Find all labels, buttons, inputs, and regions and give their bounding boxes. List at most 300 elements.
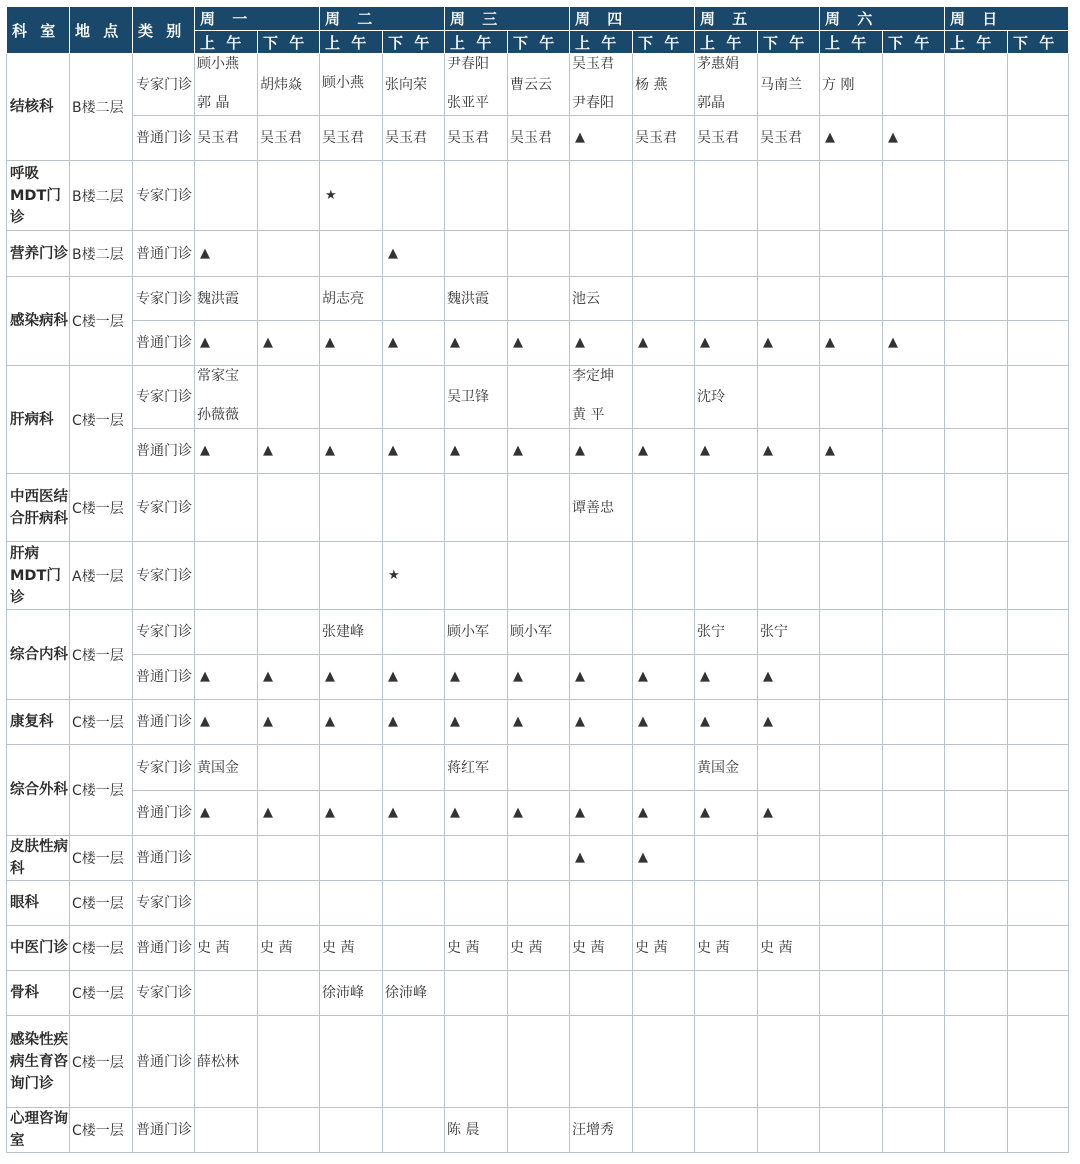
schedule-cell bbox=[1008, 366, 1069, 429]
header-wed-am: 上 午 bbox=[445, 31, 508, 54]
schedule-cell bbox=[445, 1108, 508, 1153]
schedule-cell bbox=[570, 277, 633, 321]
schedule-cell bbox=[695, 542, 758, 610]
schedule-cell bbox=[883, 321, 945, 366]
schedule-cell bbox=[633, 836, 695, 881]
schedule-cell bbox=[820, 610, 883, 655]
schedule-cell bbox=[758, 1016, 820, 1108]
dept-location: C楼一层 bbox=[70, 277, 133, 366]
dept-name: 综合外科 bbox=[7, 745, 70, 836]
schedule-cell bbox=[758, 277, 820, 321]
schedule-cell bbox=[820, 231, 883, 277]
schedule-cell bbox=[820, 881, 883, 926]
schedule-cell bbox=[258, 1108, 320, 1153]
doctor-name: 蒋红军 bbox=[447, 759, 489, 776]
schedule-cell bbox=[1008, 277, 1069, 321]
schedule-cell bbox=[1008, 836, 1069, 881]
general-clinic-mark: ▲ bbox=[763, 669, 773, 684]
general-clinic-mark: ▲ bbox=[263, 443, 273, 458]
schedule-cell bbox=[1008, 1108, 1069, 1153]
schedule-cell bbox=[320, 277, 383, 321]
schedule-cell bbox=[758, 926, 820, 971]
schedule-cell bbox=[633, 700, 695, 745]
schedule-cell bbox=[445, 700, 508, 745]
schedule-cell bbox=[883, 161, 945, 231]
schedule-cell bbox=[508, 429, 570, 474]
schedule-cell bbox=[1008, 54, 1069, 116]
schedule-cell bbox=[383, 161, 445, 231]
dept-name: 骨科 bbox=[7, 971, 70, 1016]
schedule-cell bbox=[195, 926, 258, 971]
clinic-category: 专家门诊 bbox=[133, 542, 195, 610]
general-clinic-mark: ▲ bbox=[263, 805, 273, 820]
schedule-cell bbox=[633, 881, 695, 926]
schedule-cell bbox=[758, 54, 820, 116]
schedule-cell bbox=[195, 231, 258, 277]
schedule-cell bbox=[570, 54, 633, 116]
general-clinic-mark: ▲ bbox=[763, 443, 773, 458]
schedule-cell bbox=[445, 926, 508, 971]
schedule-cell bbox=[570, 836, 633, 881]
schedule-cell bbox=[508, 700, 570, 745]
schedule-cell bbox=[695, 1016, 758, 1108]
general-clinic-mark: ▲ bbox=[825, 130, 835, 145]
schedule-cell bbox=[258, 745, 320, 791]
schedule-cell bbox=[945, 366, 1008, 429]
doctor-name: 史 茜 bbox=[260, 940, 293, 956]
header-tue-am: 上 午 bbox=[320, 31, 383, 54]
schedule-cell bbox=[945, 429, 1008, 474]
schedule-cell bbox=[508, 54, 570, 116]
general-clinic-mark: ▲ bbox=[763, 714, 773, 729]
general-clinic-mark: ▲ bbox=[513, 335, 523, 350]
schedule-cell bbox=[1008, 474, 1069, 542]
general-clinic-mark: ▲ bbox=[825, 443, 835, 458]
dept-name: 中医门诊 bbox=[7, 926, 70, 971]
schedule-cell bbox=[508, 836, 570, 881]
schedule-cell bbox=[695, 429, 758, 474]
schedule-cell bbox=[758, 1108, 820, 1153]
schedule-cell bbox=[945, 54, 1008, 116]
schedule-cell bbox=[633, 161, 695, 231]
schedule-cell bbox=[508, 881, 570, 926]
mdt-clinic-mark: ★ bbox=[325, 187, 337, 203]
clinic-category: 普通门诊 bbox=[133, 321, 195, 366]
schedule-cell bbox=[695, 161, 758, 231]
schedule-cell bbox=[758, 881, 820, 926]
general-clinic-mark: ▲ bbox=[200, 245, 210, 261]
general-clinic-mark: ▲ bbox=[263, 669, 273, 684]
schedule-cell bbox=[945, 1108, 1008, 1153]
doctor-name: 谭善忠 bbox=[572, 499, 614, 516]
schedule-cell bbox=[633, 610, 695, 655]
clinic-category: 普通门诊 bbox=[133, 116, 195, 161]
header-day-wed: 周 三 bbox=[445, 7, 570, 31]
schedule-cell bbox=[570, 610, 633, 655]
general-clinic-mark: ▲ bbox=[700, 443, 710, 458]
clinic-category: 专家门诊 bbox=[133, 277, 195, 321]
doctor-name: 黄 平 bbox=[572, 407, 605, 423]
dept-name: 营养门诊 bbox=[7, 231, 70, 277]
schedule-cell bbox=[445, 542, 508, 610]
schedule-cell bbox=[258, 321, 320, 366]
schedule-cell bbox=[820, 474, 883, 542]
schedule-cell bbox=[820, 161, 883, 231]
schedule-cell bbox=[695, 881, 758, 926]
schedule-cell bbox=[383, 881, 445, 926]
schedule-cell bbox=[820, 1108, 883, 1153]
schedule-cell bbox=[508, 610, 570, 655]
doctor-name: 吴玉君 bbox=[322, 130, 364, 146]
doctor-name: 魏洪霞 bbox=[197, 290, 239, 307]
doctor-name: 吴玉君 bbox=[447, 130, 489, 146]
dept-name: 眼科 bbox=[7, 881, 70, 926]
schedule-cell bbox=[1008, 321, 1069, 366]
header-fri-am: 上 午 bbox=[695, 31, 758, 54]
dept-location: C楼一层 bbox=[70, 745, 133, 836]
general-clinic-mark: ▲ bbox=[450, 805, 460, 820]
schedule-cell bbox=[820, 1016, 883, 1108]
schedule-cell bbox=[883, 881, 945, 926]
schedule-cell bbox=[445, 366, 508, 429]
doctor-name: 史 茜 bbox=[322, 940, 355, 956]
dept-location: B楼二层 bbox=[70, 161, 133, 231]
schedule-cell bbox=[945, 231, 1008, 277]
dept-location: C楼一层 bbox=[70, 1016, 133, 1108]
schedule-cell bbox=[1008, 791, 1069, 836]
schedule-cell bbox=[633, 366, 695, 429]
schedule-cell bbox=[695, 321, 758, 366]
schedule-cell bbox=[633, 54, 695, 116]
dept-name: 康复科 bbox=[7, 700, 70, 745]
doctor-name: 汪增秀 bbox=[572, 1122, 614, 1138]
schedule-cell bbox=[320, 971, 383, 1016]
clinic-category: 专家门诊 bbox=[133, 474, 195, 542]
general-clinic-mark: ▲ bbox=[450, 714, 460, 729]
general-clinic-mark: ▲ bbox=[325, 443, 335, 458]
schedule-cell bbox=[820, 54, 883, 116]
schedule-cell bbox=[383, 745, 445, 791]
header-day-thu: 周 四 bbox=[570, 7, 695, 31]
table-row bbox=[7, 1108, 1069, 1153]
general-clinic-mark: ▲ bbox=[388, 669, 398, 684]
dept-location: C楼一层 bbox=[70, 610, 133, 700]
general-clinic-mark: ▲ bbox=[388, 335, 398, 350]
general-clinic-mark: ▲ bbox=[888, 130, 898, 145]
general-clinic-mark: ▲ bbox=[263, 714, 273, 729]
schedule-cell bbox=[695, 366, 758, 429]
schedule-cell bbox=[883, 116, 945, 161]
schedule-cell bbox=[383, 610, 445, 655]
schedule-cell bbox=[883, 791, 945, 836]
schedule-cell bbox=[820, 791, 883, 836]
doctor-name: 吴玉君 bbox=[635, 130, 677, 146]
general-clinic-mark: ▲ bbox=[700, 669, 710, 684]
schedule-cell bbox=[820, 277, 883, 321]
schedule-cell bbox=[570, 1016, 633, 1108]
schedule-cell bbox=[695, 54, 758, 116]
dept-location: C楼一层 bbox=[70, 1108, 133, 1153]
general-clinic-mark: ▲ bbox=[763, 805, 773, 820]
schedule-body bbox=[7, 54, 1069, 1153]
dept-name: 综合内科 bbox=[7, 610, 70, 700]
doctor-name: 池云 bbox=[572, 290, 600, 307]
schedule-cell bbox=[445, 881, 508, 926]
schedule-cell bbox=[195, 836, 258, 881]
schedule-cell bbox=[195, 745, 258, 791]
schedule-cell bbox=[383, 321, 445, 366]
table-row bbox=[7, 971, 1069, 1016]
schedule-cell bbox=[320, 745, 383, 791]
schedule-cell bbox=[258, 971, 320, 1016]
dept-location: C楼一层 bbox=[70, 881, 133, 926]
schedule-cell bbox=[758, 791, 820, 836]
schedule-cell bbox=[258, 1016, 320, 1108]
schedule-cell bbox=[320, 54, 383, 116]
schedule-cell bbox=[320, 881, 383, 926]
schedule-cell bbox=[1008, 655, 1069, 700]
schedule-cell bbox=[758, 700, 820, 745]
dept-name: 感染病科 bbox=[7, 277, 70, 366]
general-clinic-mark: ▲ bbox=[450, 443, 460, 458]
schedule-cell bbox=[508, 655, 570, 700]
header-thu-am: 上 午 bbox=[570, 31, 633, 54]
doctor-name: 张建峰 bbox=[322, 624, 364, 640]
schedule-cell bbox=[758, 745, 820, 791]
table-row bbox=[7, 277, 1069, 321]
schedule-cell bbox=[570, 1108, 633, 1153]
schedule-cell bbox=[1008, 161, 1069, 231]
schedule-cell bbox=[883, 542, 945, 610]
general-clinic-mark: ▲ bbox=[700, 714, 710, 729]
schedule-cell bbox=[320, 1108, 383, 1153]
dept-name: 肝病MDT门诊 bbox=[7, 542, 70, 610]
clinic-category: 专家门诊 bbox=[133, 366, 195, 429]
table-row bbox=[7, 116, 1069, 161]
dept-name: 中西医结合肝病科 bbox=[7, 474, 70, 542]
header-sun-pm: 下 午 bbox=[1008, 31, 1069, 54]
schedule-cell bbox=[883, 54, 945, 116]
header-day-sun: 周 日 bbox=[945, 7, 1069, 31]
table-row bbox=[7, 321, 1069, 366]
schedule-cell bbox=[1008, 971, 1069, 1016]
schedule-cell bbox=[570, 161, 633, 231]
schedule-cell bbox=[695, 277, 758, 321]
table-row bbox=[7, 881, 1069, 926]
header-sun-am: 上 午 bbox=[945, 31, 1008, 54]
schedule-cell bbox=[758, 231, 820, 277]
schedule-header bbox=[7, 7, 1069, 54]
schedule-cell bbox=[945, 881, 1008, 926]
schedule-cell bbox=[320, 542, 383, 610]
header-tue-pm: 下 午 bbox=[383, 31, 445, 54]
schedule-cell bbox=[320, 700, 383, 745]
doctor-name: 曹云云 bbox=[510, 76, 552, 93]
general-clinic-mark: ▲ bbox=[513, 443, 523, 458]
schedule-cell bbox=[883, 655, 945, 700]
general-clinic-mark: ▲ bbox=[200, 443, 210, 458]
dept-location: C楼一层 bbox=[70, 700, 133, 745]
general-clinic-mark: ▲ bbox=[700, 335, 710, 350]
clinic-category: 专家门诊 bbox=[133, 971, 195, 1016]
schedule-cell bbox=[195, 791, 258, 836]
general-clinic-mark: ▲ bbox=[638, 443, 648, 458]
schedule-cell bbox=[320, 474, 383, 542]
schedule-cell bbox=[570, 429, 633, 474]
schedule-cell bbox=[945, 610, 1008, 655]
schedule-cell bbox=[570, 881, 633, 926]
schedule-cell bbox=[1008, 700, 1069, 745]
general-clinic-mark: ▲ bbox=[888, 335, 898, 350]
table-row bbox=[7, 655, 1069, 700]
schedule-cell bbox=[258, 366, 320, 429]
general-clinic-mark: ▲ bbox=[200, 805, 210, 820]
table-row bbox=[7, 429, 1069, 474]
table-row bbox=[7, 745, 1069, 791]
schedule-cell bbox=[445, 971, 508, 1016]
schedule-cell bbox=[820, 366, 883, 429]
general-clinic-mark: ▲ bbox=[700, 805, 710, 820]
general-clinic-mark: ▲ bbox=[638, 714, 648, 729]
general-clinic-mark: ▲ bbox=[450, 669, 460, 684]
schedule-cell bbox=[508, 1108, 570, 1153]
general-clinic-mark: ▲ bbox=[200, 335, 210, 350]
header-dept: 科 室 bbox=[7, 7, 70, 54]
dept-location: C楼一层 bbox=[70, 971, 133, 1016]
schedule-cell bbox=[570, 366, 633, 429]
dept-location: C楼一层 bbox=[70, 836, 133, 881]
doctor-name: 张亚平 bbox=[447, 95, 489, 111]
schedule-cell bbox=[445, 116, 508, 161]
doctor-name: 史 茜 bbox=[635, 940, 668, 956]
schedule-cell bbox=[320, 366, 383, 429]
schedule-cell bbox=[570, 542, 633, 610]
general-clinic-mark: ▲ bbox=[825, 335, 835, 350]
schedule-cell bbox=[883, 745, 945, 791]
schedule-cell bbox=[945, 836, 1008, 881]
clinic-category: 普通门诊 bbox=[133, 1016, 195, 1108]
schedule-cell bbox=[445, 1016, 508, 1108]
schedule-cell bbox=[1008, 429, 1069, 474]
schedule-cell bbox=[195, 277, 258, 321]
dept-name: 呼吸MDT门诊 bbox=[7, 161, 70, 231]
schedule-cell bbox=[758, 116, 820, 161]
schedule-cell bbox=[383, 1016, 445, 1108]
clinic-category: 专家门诊 bbox=[133, 610, 195, 655]
schedule-cell bbox=[195, 321, 258, 366]
doctor-name: 杨 燕 bbox=[635, 76, 668, 93]
schedule-cell bbox=[820, 926, 883, 971]
schedule-cell bbox=[758, 655, 820, 700]
schedule-cell bbox=[195, 971, 258, 1016]
schedule-cell bbox=[758, 321, 820, 366]
schedule-cell bbox=[1008, 542, 1069, 610]
general-clinic-mark: ▲ bbox=[513, 669, 523, 684]
table-row bbox=[7, 161, 1069, 231]
schedule-cell bbox=[383, 54, 445, 116]
schedule-cell bbox=[883, 231, 945, 277]
doctor-name: 尹春阳 bbox=[572, 95, 614, 111]
schedule-cell bbox=[258, 277, 320, 321]
general-clinic-mark: ▲ bbox=[763, 335, 773, 350]
schedule-cell bbox=[320, 116, 383, 161]
table-row bbox=[7, 836, 1069, 881]
header-mon-am: 上 午 bbox=[195, 31, 258, 54]
general-clinic-mark: ▲ bbox=[450, 335, 460, 350]
clinic-category: 专家门诊 bbox=[133, 161, 195, 231]
schedule-cell bbox=[445, 161, 508, 231]
schedule-cell bbox=[508, 474, 570, 542]
schedule-cell bbox=[320, 1016, 383, 1108]
schedule-cell bbox=[445, 231, 508, 277]
schedule-cell bbox=[1008, 926, 1069, 971]
schedule-cell bbox=[695, 836, 758, 881]
schedule-cell bbox=[195, 161, 258, 231]
header-category: 类 别 bbox=[133, 7, 195, 54]
header-wed-pm: 下 午 bbox=[508, 31, 570, 54]
dept-location: A楼一层 bbox=[70, 542, 133, 610]
header-day-fri: 周 五 bbox=[695, 7, 820, 31]
header-location: 地 点 bbox=[70, 7, 133, 54]
schedule-cell bbox=[383, 231, 445, 277]
schedule-cell bbox=[195, 429, 258, 474]
clinic-category: 专家门诊 bbox=[133, 881, 195, 926]
table-row bbox=[7, 926, 1069, 971]
doctor-name: 李定坤 bbox=[572, 368, 614, 384]
schedule-cell bbox=[820, 429, 883, 474]
doctor-name: 吴玉君 bbox=[197, 130, 239, 146]
schedule-cell bbox=[383, 474, 445, 542]
schedule-cell bbox=[758, 610, 820, 655]
dept-location: B楼二层 bbox=[70, 54, 133, 161]
schedule-cell bbox=[695, 655, 758, 700]
schedule-cell bbox=[945, 277, 1008, 321]
schedule-cell bbox=[320, 429, 383, 474]
schedule-cell bbox=[508, 231, 570, 277]
doctor-name: 沈玲 bbox=[697, 389, 725, 405]
schedule-cell bbox=[258, 429, 320, 474]
schedule-cell bbox=[258, 926, 320, 971]
schedule-cell bbox=[758, 161, 820, 231]
table-row bbox=[7, 474, 1069, 542]
schedule-cell bbox=[445, 429, 508, 474]
dept-location: C楼一层 bbox=[70, 474, 133, 542]
general-clinic-mark: ▲ bbox=[575, 443, 585, 458]
dept-name: 心理咨询室 bbox=[7, 1108, 70, 1153]
schedule-cell bbox=[320, 321, 383, 366]
schedule-cell bbox=[195, 1016, 258, 1108]
table-row bbox=[7, 700, 1069, 745]
schedule-cell bbox=[820, 116, 883, 161]
schedule-cell bbox=[633, 474, 695, 542]
clinic-category: 专家门诊 bbox=[133, 745, 195, 791]
schedule-cell bbox=[945, 542, 1008, 610]
doctor-name: 陈 晨 bbox=[447, 1122, 480, 1138]
schedule-cell bbox=[508, 116, 570, 161]
general-clinic-mark: ▲ bbox=[575, 805, 585, 820]
general-clinic-mark: ▲ bbox=[638, 335, 648, 350]
schedule-cell bbox=[570, 745, 633, 791]
schedule-cell bbox=[258, 161, 320, 231]
table-row bbox=[7, 231, 1069, 277]
doctor-name: 史 茜 bbox=[572, 940, 605, 956]
schedule-cell bbox=[695, 1108, 758, 1153]
doctor-name: 薛松林 bbox=[197, 1053, 239, 1070]
schedule-cell bbox=[570, 321, 633, 366]
schedule-cell bbox=[695, 231, 758, 277]
general-clinic-mark: ▲ bbox=[575, 714, 585, 729]
clinic-category: 普通门诊 bbox=[133, 791, 195, 836]
